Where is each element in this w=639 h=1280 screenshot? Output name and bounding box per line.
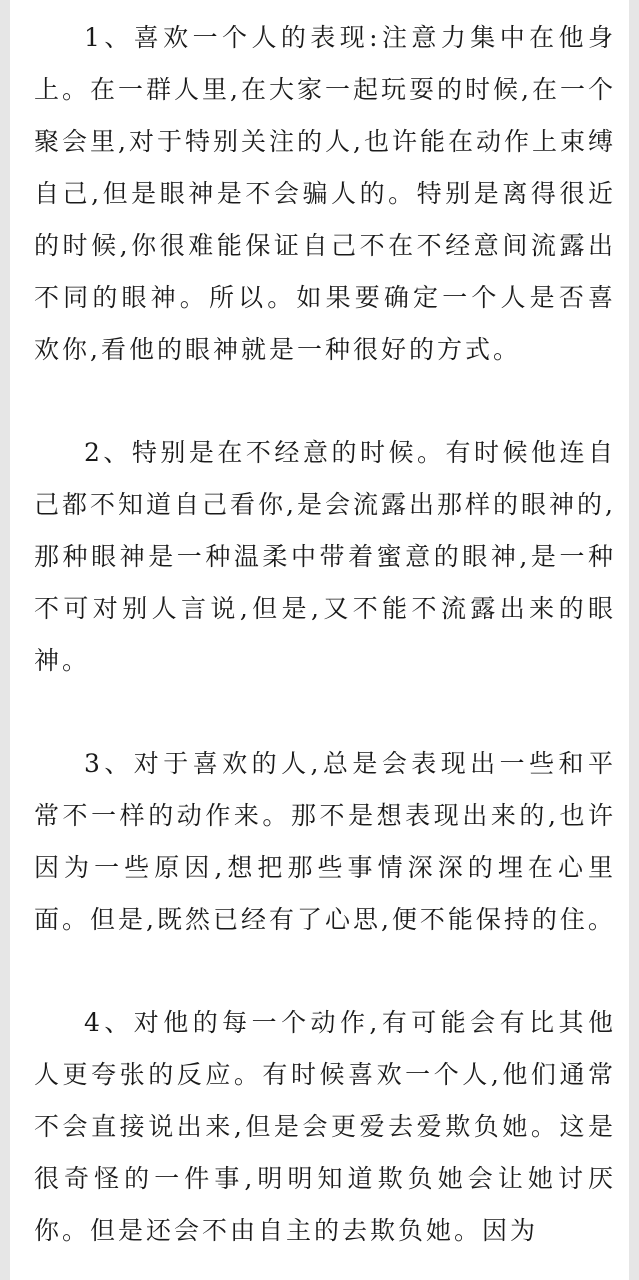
paragraph-4: 4、对他的每一个动作,有可能会有比其他人更夸张的反应。有时候喜欢一个人,他们通常不会直接说出来,但是会更爱去爱欺负她。这是很奇怪的一件事,明明知道欺负她会让她讨厌你。但是还会不由自主的去欺负她。因为 <box>34 1008 616 1245</box>
paragraph-1: 1、喜欢一个人的表现:注意力集中在他身上。在一群人里,在大家一起玩耍的时候,在一个聚会里,对于特别关注的人,也许能在动作上束缚自己,但是眼神是不会骗人的。特别是离得很近的时候,你很难能保证自己不在不经意间流露出不同的眼神。所以。如果要确定一个人是否喜欢你,看他的眼神就是一种很好的方式。 <box>34 23 616 364</box>
paragraph-2: 2、特别是在不经意的时候。有时候他连自己都不知道自己看你,是会流露出那样的眼神的,那种眼神是一种温柔中带着蜜意的眼神,是一种不可对别人言说,但是,又不能不流露出来的眼神。 <box>34 438 616 675</box>
document-page <box>10 0 629 1280</box>
article-body <box>34 12 616 1280</box>
paragraph-3: 3、对于喜欢的人,总是会表现出一些和平常不一样的动作来。那不是想表现出来的,也许因为一些原因,想把那些事情深深的埋在心里面。但是,既然已经有了心思,便不能保持的住。 <box>34 749 616 934</box>
